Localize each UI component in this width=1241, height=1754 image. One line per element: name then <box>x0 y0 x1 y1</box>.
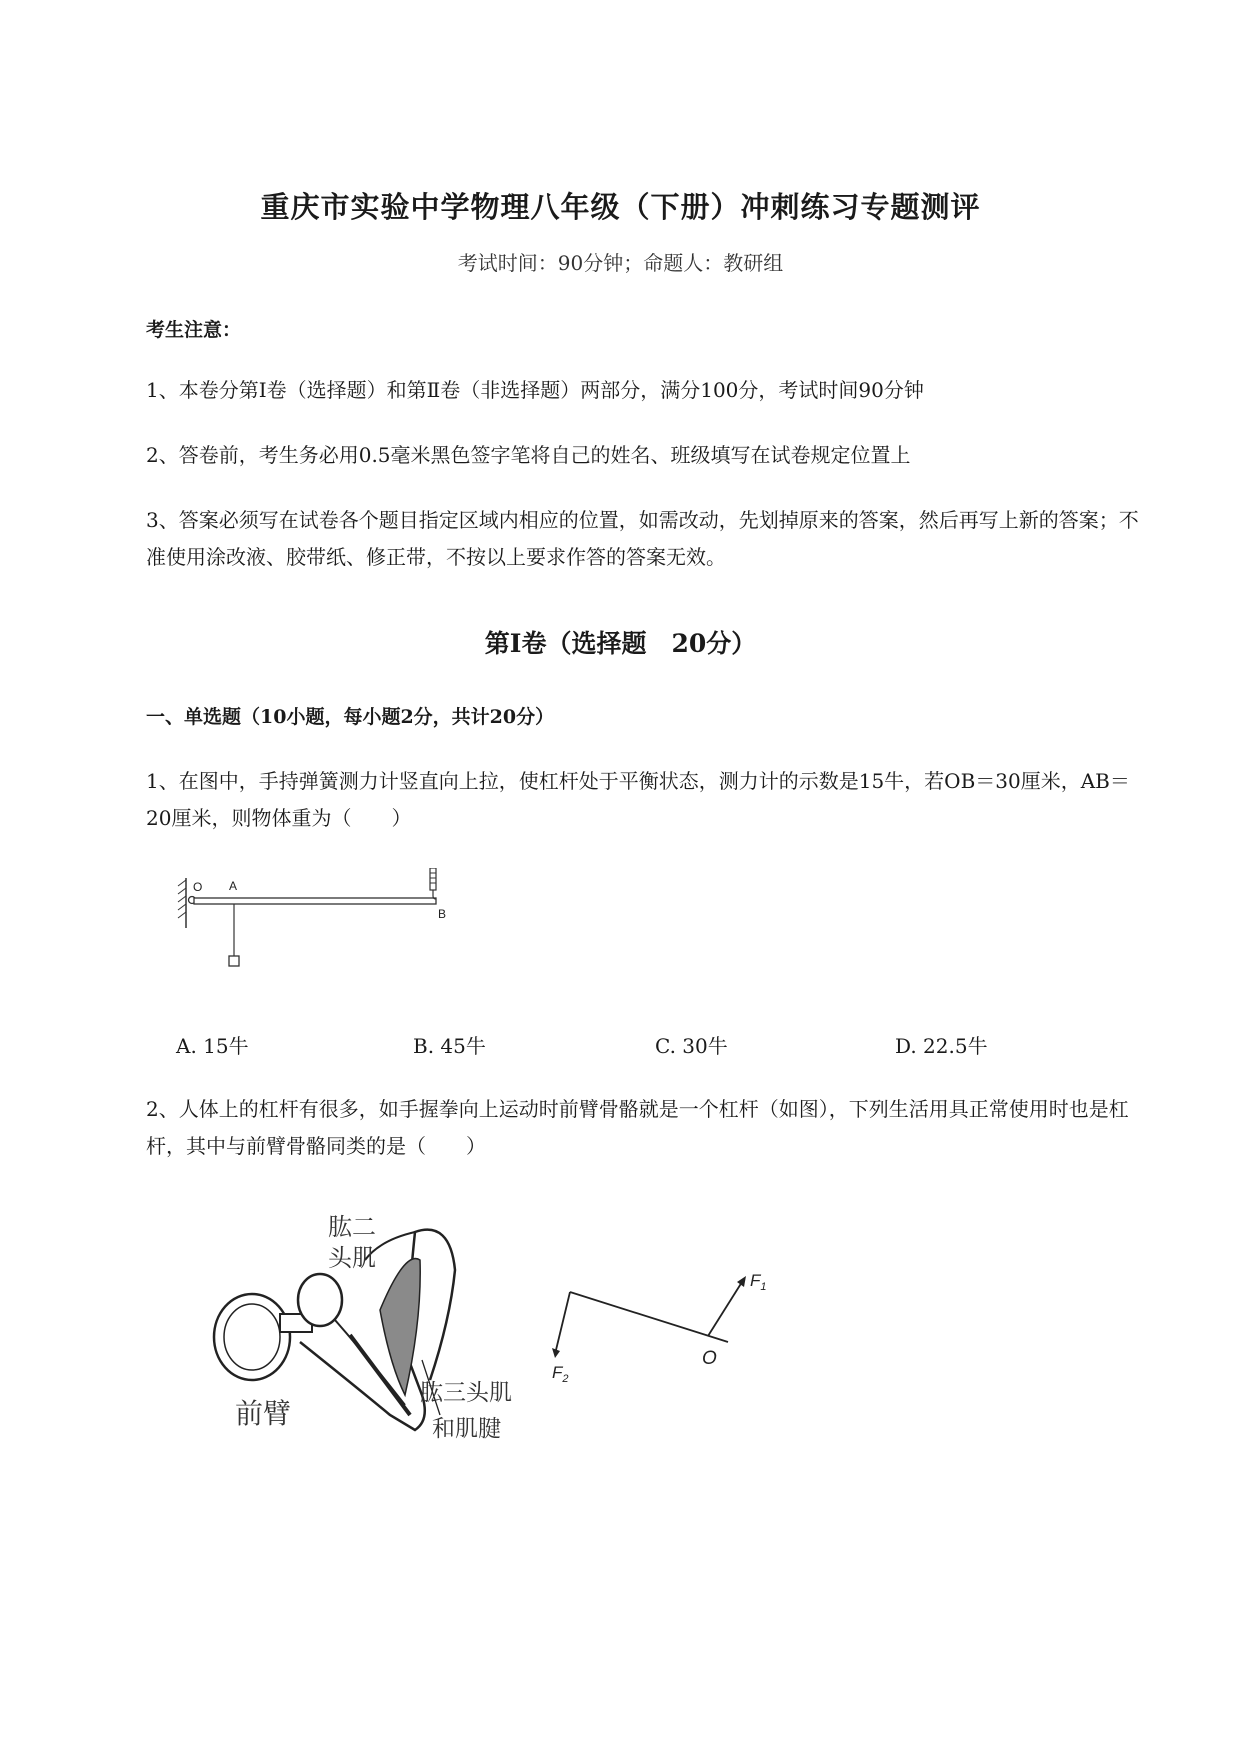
f2-arrowhead <box>552 1348 560 1358</box>
question-1-text: 1、在图中，手持弹簧测力计竖直向上拉，使杠杆处于平衡状态，测力计的示数是15牛，若OB＝30厘米，AB＝20厘米，则物体重为（ ） <box>146 769 1130 830</box>
f2-arrow <box>556 1292 570 1350</box>
q1-option-b[interactable]: B. 45牛 <box>413 1034 486 1058</box>
page-title: 重庆市实验中学物理八年级（下册）冲刺练习专题测评 <box>260 190 981 224</box>
question-2-text: 2、人体上的杠杆有很多，如手握拳向上运动时前臂骨骼就是一个杠杆（如图），下列生活用具正常使用时也是杠杆，其中与前臂骨骼同类的是（ ） <box>146 1097 1129 1158</box>
lever-line <box>570 1292 728 1342</box>
f1-arrow <box>708 1282 742 1336</box>
q1-option-d[interactable]: D. 22.5牛 <box>895 1034 988 1058</box>
notice-item-3: 3、答案必须写在试卷各个题目指定区域内相应的位置，如需改动，先划掉原来的答案，然后再写上新的答案；不准使用涂改液、胶带纸、修正带，不按以上要求作答的答案无效。 <box>146 508 1139 569</box>
section-title: 第Ⅰ卷（选择题 20分） <box>484 629 757 658</box>
label-biceps-2: 头肌 <box>328 1245 376 1272</box>
label-triceps-2: 和肌腱 <box>432 1415 501 1441</box>
notice-heading: 考生注意： <box>146 319 242 341</box>
arm-figure <box>200 1200 560 1450</box>
label-triceps-1: 肱三头肌 <box>420 1379 512 1405</box>
f1-arrowhead <box>737 1276 746 1287</box>
notice-item-2: 2、答卷前，考生务必用0.5毫米黑色签字笔将自己的姓名、班级填写在试卷规定位置上 <box>146 443 911 467</box>
hanging-weight <box>229 956 239 966</box>
lever-figure <box>176 868 456 978</box>
label-a: A <box>229 879 238 893</box>
q1-option-c[interactable]: C. 30牛 <box>655 1034 728 1058</box>
label-o: O <box>193 880 203 894</box>
label-b: B <box>438 907 447 921</box>
exam-info: 考试时间：90分钟；命题人：教研组 <box>457 251 784 275</box>
spring-scale <box>430 868 436 899</box>
notice-item-1: 1、本卷分第Ⅰ卷（选择题）和第Ⅱ卷（非选择题）两部分，满分100分，考试时间90分钟 <box>146 378 924 402</box>
dumbbell <box>214 1274 342 1380</box>
label-f2: $F_2$ <box>552 1363 569 1385</box>
part-heading: 一、单选题（10小题，每小题2分，共计20分） <box>146 706 555 728</box>
label-forearm: 前臂 <box>235 1398 292 1429</box>
label-biceps-1: 肱二 <box>328 1214 376 1241</box>
q1-option-a[interactable]: A. 15牛 <box>176 1034 249 1058</box>
label-f1: $F_1$ <box>750 1271 767 1293</box>
lever-bar <box>194 898 436 904</box>
lever-force-figure <box>548 1250 788 1400</box>
label-pivot-o: O <box>702 1348 717 1369</box>
